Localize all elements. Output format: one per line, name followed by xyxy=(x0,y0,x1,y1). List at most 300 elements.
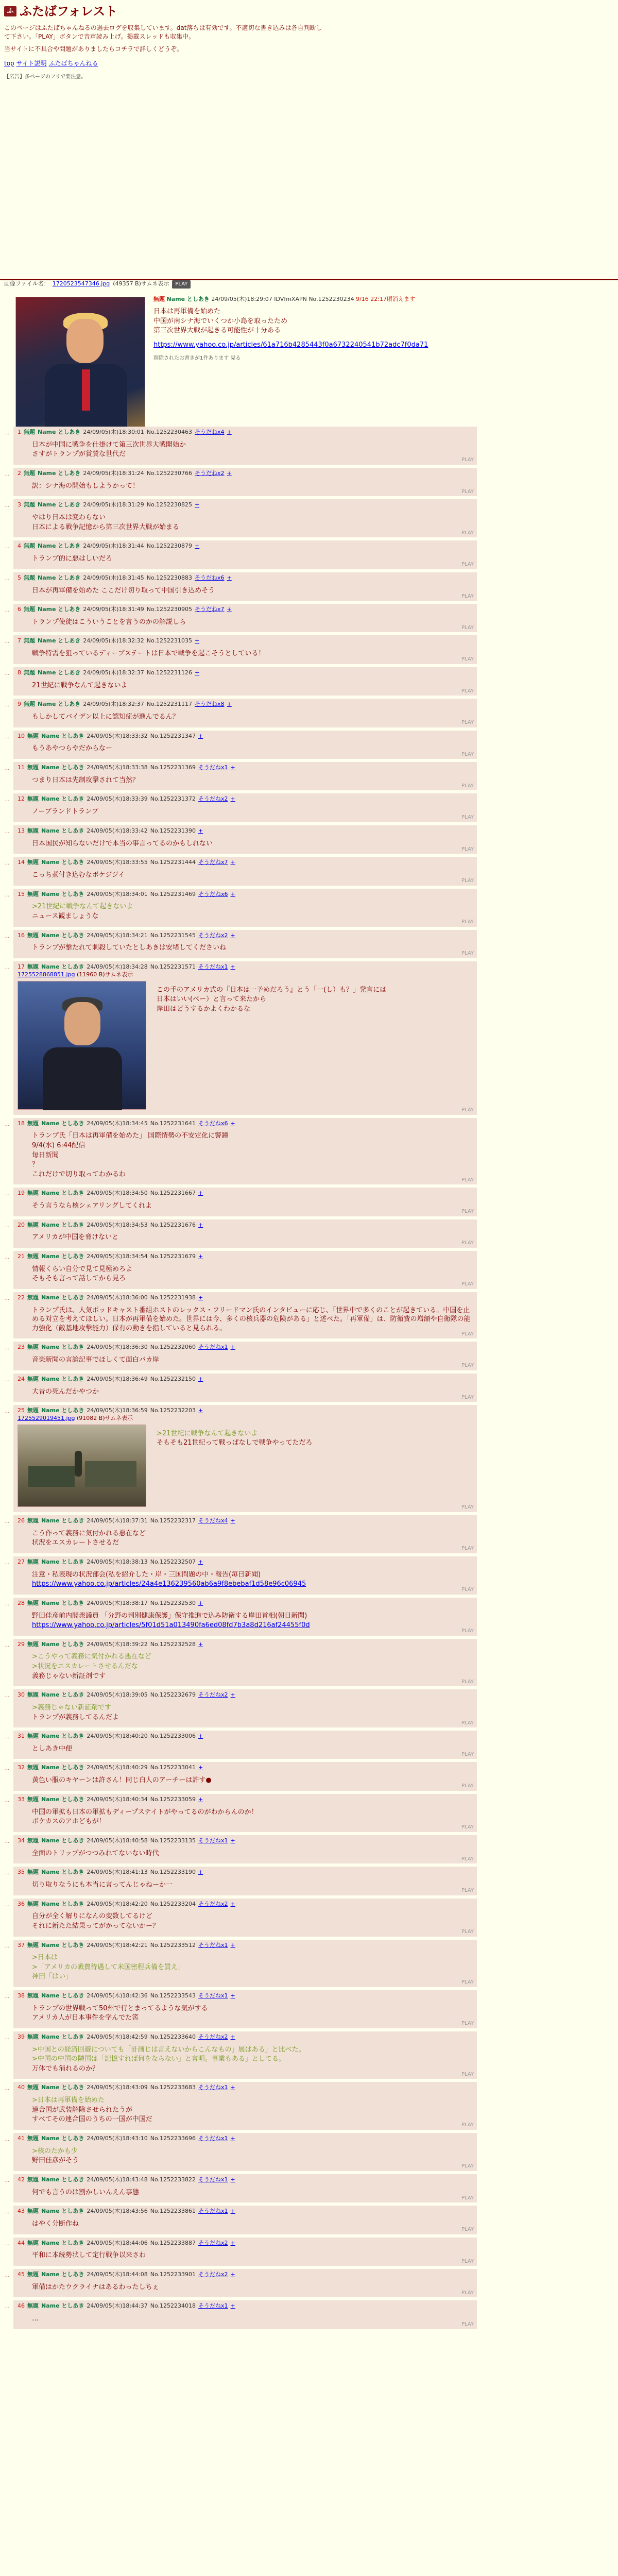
reply-number: 12 xyxy=(18,795,25,803)
reply-link[interactable]: https://www.yahoo.co.jp/articles/5f01d51a013490fa6ed08fd7b3a8d216af24455f0d xyxy=(32,1621,310,1630)
reply-play-button[interactable]: PLAY xyxy=(461,593,474,599)
reply-body xyxy=(32,1808,473,1826)
reply-marker: … xyxy=(4,2241,9,2247)
reply-play-button[interactable]: PLAY xyxy=(461,751,474,757)
reply-header xyxy=(18,2240,473,2247)
reply-play-button[interactable]: PLAY xyxy=(461,1783,474,1789)
reply-plus-button[interactable]: + xyxy=(195,543,200,550)
reply-image-kishida[interactable] xyxy=(18,981,146,1110)
reply-body-line: アメリカが中国を脅けないと xyxy=(32,1233,119,1242)
reply-play-button[interactable]: PLAY xyxy=(461,457,474,463)
reply-no[interactable]: No.1252233822 xyxy=(150,2176,196,2183)
nav-top-link[interactable]: top xyxy=(4,59,14,67)
op-image-trump[interactable] xyxy=(15,297,145,430)
reply-plus-button[interactable]: + xyxy=(230,859,235,866)
reply-name: Name としあき xyxy=(41,2033,84,2040)
reply-header xyxy=(18,1376,473,1383)
reply-no[interactable]: No.1252231444 xyxy=(150,859,196,866)
reply-name: Name としあき xyxy=(41,2134,84,2142)
reply-post xyxy=(4,427,477,465)
sodane-button[interactable]: そうだねx1 xyxy=(198,764,228,771)
reply-no[interactable]: No.1252231126 xyxy=(146,669,193,676)
reply-plus-button[interactable]: + xyxy=(230,2271,235,2278)
site-logo-icon[interactable]: ふ xyxy=(4,6,16,16)
reply-play-button[interactable]: PLAY xyxy=(461,2290,474,2296)
reply-play-button[interactable]: PLAY xyxy=(461,2071,474,2077)
reply-date: 24/09/05(木)18:44:08 xyxy=(87,2271,148,2278)
sodane-button[interactable]: そうだねx1 xyxy=(198,963,228,970)
reply-play-button[interactable]: PLAY xyxy=(461,1546,474,1552)
reply-body xyxy=(32,513,473,532)
reply-number: 36 xyxy=(18,1900,25,1907)
sodane-button[interactable]: そうだねx6 xyxy=(195,574,225,581)
reply-plus-button[interactable]: + xyxy=(230,764,235,771)
reply-date: 24/09/05(木)18:31:29 xyxy=(83,501,144,509)
reply-header xyxy=(18,963,473,971)
reply-date: 24/09/05(木)18:38:13 xyxy=(87,1558,148,1565)
reply-subject: 無題 xyxy=(27,963,39,970)
reply-file-line xyxy=(18,1415,473,1422)
op-body xyxy=(153,307,524,349)
sodane-button[interactable]: そうだねx1 xyxy=(198,1837,228,1844)
reply-body xyxy=(32,1849,473,1858)
reply-plus-button[interactable]: + xyxy=(198,1252,203,1260)
reply-image-war[interactable] xyxy=(18,1425,146,1507)
sodane-button[interactable]: そうだねx2 xyxy=(198,931,228,939)
reply-play-button[interactable]: PLAY xyxy=(461,1979,474,1986)
reply-marker: … xyxy=(4,2086,9,2092)
reply-plus-button[interactable]: + xyxy=(227,429,232,435)
reply-no[interactable]: No.1252231938 xyxy=(150,1294,196,1301)
reply-marker: … xyxy=(4,544,9,550)
reply-no[interactable]: No.1252233204 xyxy=(150,1900,196,1907)
sodane-button[interactable]: そうだねx1 xyxy=(198,2302,228,2310)
reply-no[interactable]: No.1252230883 xyxy=(146,574,193,581)
reply-play-button[interactable]: PLAY xyxy=(461,919,474,925)
reply-name: Name としあき xyxy=(38,543,81,550)
reply-play-button[interactable]: PLAY xyxy=(461,1209,474,1215)
reply-subject: 無題 xyxy=(27,1252,39,1260)
reply-subject: 無題 xyxy=(27,2176,39,2183)
reply-body-line: ボケカスのアホどもが！ xyxy=(32,1818,106,1826)
reply-no[interactable]: No.1252231390 xyxy=(150,827,196,834)
reply-name: Name としあき xyxy=(41,1558,84,1565)
reply-body-line: ノーブランドトランプ xyxy=(32,808,98,816)
reply-no[interactable]: No.1252231679 xyxy=(150,1252,196,1260)
reply-marker: … xyxy=(4,2273,9,2278)
reply-name: Name としあき xyxy=(41,2239,84,2246)
reply-subject: 無題 xyxy=(27,827,39,834)
reply-play-button[interactable]: PLAY xyxy=(461,2227,474,2233)
sodane-button[interactable]: そうだねx4 xyxy=(198,1517,228,1524)
reply-marker: … xyxy=(4,1642,9,1648)
reply-plus-button[interactable]: + xyxy=(230,2302,235,2310)
reply-subject: 無題 xyxy=(27,1599,39,1606)
reply-play-button[interactable]: PLAY xyxy=(461,1331,474,1337)
sodane-button[interactable]: そうだねx1 xyxy=(198,1344,228,1351)
reply-file-link[interactable]: 1725528868851.jpg xyxy=(18,971,75,978)
reply-plus-button[interactable]: + xyxy=(230,2208,235,2215)
reply-play-button[interactable]: PLAY xyxy=(461,1281,474,1287)
reply-play-button[interactable]: PLAY xyxy=(461,951,474,957)
reply-plus-button[interactable]: + xyxy=(230,931,235,939)
reply-play-button[interactable]: PLAY xyxy=(461,815,474,821)
reply-play-button[interactable]: PLAY xyxy=(461,2195,474,2201)
reply-play-button[interactable]: PLAY xyxy=(461,1504,474,1511)
sodane-button[interactable]: そうだねx1 xyxy=(198,2176,228,2183)
reply-plus-button[interactable]: + xyxy=(198,1558,203,1565)
reply-plus-button[interactable]: + xyxy=(230,1837,235,1844)
sodane-button[interactable]: そうだねx6 xyxy=(198,1120,228,1127)
reply-no[interactable]: No.1252230766 xyxy=(146,469,193,477)
reply-plus-button[interactable]: + xyxy=(230,890,235,897)
reply-number: 15 xyxy=(18,890,25,897)
reply-body-line: 毎日新聞 xyxy=(32,1151,59,1159)
reply-subject: 無題 xyxy=(27,1558,39,1565)
reply-subject: 無題 xyxy=(27,1733,39,1740)
reply-plus-button[interactable]: + xyxy=(198,1407,203,1414)
reply-plus-button[interactable]: + xyxy=(198,1795,203,1803)
reply-file-meta: (91082 B)サムネ表示 xyxy=(75,1414,133,1421)
reply-number: 29 xyxy=(18,1640,25,1648)
op-body-line: 第三次世界大戦が起きる可能性が十分ある xyxy=(153,327,281,335)
reply-no[interactable]: No.1252233041 xyxy=(150,1764,196,1771)
reply-no[interactable]: No.1252232528 xyxy=(150,1640,196,1648)
reply-name: Name としあき xyxy=(41,1764,84,1771)
reply-date: 24/09/05(木)18:42:36 xyxy=(87,1992,148,1999)
reply-plus-button[interactable]: + xyxy=(230,795,235,803)
op-file-label: 画像ファイル名： xyxy=(4,280,49,287)
reply-plus-button[interactable]: + xyxy=(230,963,235,970)
reply-name: Name としあき xyxy=(41,1517,84,1524)
reply-no[interactable]: No.1252231469 xyxy=(150,890,196,897)
reply-play-button[interactable]: PLAY xyxy=(461,1751,474,1757)
reply-plus-button[interactable]: + xyxy=(198,732,203,739)
sodane-button[interactable]: そうだねx1 xyxy=(198,1941,228,1948)
reply-play-button[interactable]: PLAY xyxy=(461,2021,474,2027)
sodane-button[interactable]: そうだねx2 xyxy=(198,2033,228,2040)
reply-number: 41 xyxy=(18,2134,25,2142)
reply-no[interactable]: No.1252232679 xyxy=(150,1691,196,1699)
sodane-button[interactable]: そうだねx8 xyxy=(195,701,225,708)
reply-marker: … xyxy=(4,1797,9,1803)
reply-body-line: それに新たた結果ってがかってないかー？ xyxy=(32,1922,160,1930)
reply-name: Name としあき xyxy=(41,1837,84,1844)
reply-body-line: 切り取りなうにも本当に言ってんじゃねーか一 xyxy=(32,1881,173,1889)
reply-plus-button[interactable]: + xyxy=(230,2176,235,2183)
reply-date: 24/09/05(木)18:42:20 xyxy=(87,1900,148,1907)
sodane-button[interactable]: そうだねx2 xyxy=(198,2271,228,2278)
sodane-button[interactable]: そうだねx7 xyxy=(198,859,228,866)
reply-subject: 無題 xyxy=(27,1344,39,1351)
reply-play-button[interactable]: PLAY xyxy=(461,720,474,726)
sodane-button[interactable]: そうだねx2 xyxy=(198,1900,228,1907)
reply-no[interactable]: No.1252232507 xyxy=(150,1558,196,1565)
reply-plus-button[interactable]: + xyxy=(230,1120,235,1127)
reply-number: 32 xyxy=(18,1764,25,1771)
reply-no[interactable]: No.1252233190 xyxy=(150,1869,196,1876)
reply-play-button[interactable]: PLAY xyxy=(461,1824,474,1831)
sodane-button[interactable]: そうだねx2 xyxy=(198,795,228,803)
reply-no[interactable]: No.1252233059 xyxy=(150,1795,196,1803)
reply-marker: … xyxy=(4,1295,9,1301)
reply-name: Name としあき xyxy=(41,963,84,970)
reply-plus-button[interactable]: + xyxy=(227,606,232,613)
reply-play-button[interactable]: PLAY xyxy=(461,530,474,536)
reply-no[interactable]: No.1252230879 xyxy=(146,543,193,550)
sodane-button[interactable]: そうだねx1 xyxy=(198,2208,228,2215)
reply-play-button[interactable]: PLAY xyxy=(461,1628,474,1634)
reply-subject: 無題 xyxy=(27,1900,39,1907)
sodane-button[interactable]: そうだねx1 xyxy=(198,2084,228,2091)
op-body-line: 中国が南シナ海でいくつか小島を取ったため xyxy=(153,317,288,325)
reply-marker: … xyxy=(4,575,9,582)
reply-plus-button[interactable]: + xyxy=(227,574,232,581)
reply-plus-button[interactable]: + xyxy=(198,1294,203,1301)
reply-play-button[interactable]: PLAY xyxy=(461,656,474,663)
nav-futaba-link[interactable]: ふたばちゃんねる xyxy=(48,59,98,67)
reply-no[interactable]: No.1252231369 xyxy=(150,764,196,771)
reply-plus-button[interactable]: + xyxy=(230,2134,235,2142)
reply-header xyxy=(18,543,473,550)
reply-file-link[interactable]: 1725529019451.jpg xyxy=(18,1414,75,1421)
reply-date: 24/09/05(木)18:43:48 xyxy=(87,2176,148,2183)
reply-date: 24/09/05(木)18:32:37 xyxy=(83,669,144,676)
reply-post xyxy=(4,1374,477,1402)
reply-plus-button[interactable]: + xyxy=(198,1733,203,1740)
reply-no[interactable]: No.1252231676 xyxy=(150,1221,196,1228)
sodane-button[interactable]: そうだねx4 xyxy=(195,429,225,435)
reply-plus-button[interactable]: + xyxy=(230,1344,235,1351)
reply-play-button[interactable]: PLAY xyxy=(461,1363,474,1369)
reply-no[interactable]: No.1252230905 xyxy=(146,606,193,613)
reply-play-button[interactable]: PLAY xyxy=(461,1888,474,1894)
reply-plus-button[interactable]: + xyxy=(195,669,200,676)
reply-no[interactable]: No.1252231667 xyxy=(150,1190,196,1197)
reply-subject: 無題 xyxy=(27,1190,39,1197)
reply-plus-button[interactable]: + xyxy=(227,469,232,477)
reply-post xyxy=(4,1731,477,1759)
reply-no[interactable]: No.1252233901 xyxy=(150,2271,196,2278)
reply-name: Name としあき xyxy=(38,701,81,708)
reply-no[interactable]: No.1252233006 xyxy=(150,1733,196,1740)
reply-plus-button[interactable]: + xyxy=(198,1375,203,1382)
reply-no[interactable]: No.1252233543 xyxy=(150,1992,196,1999)
reply-header xyxy=(18,501,473,509)
reply-name: Name としあき xyxy=(41,795,84,803)
reply-play-button[interactable]: PLAY xyxy=(461,2122,474,2128)
nav-site-info-link[interactable]: サイト説明 xyxy=(16,59,47,67)
reply-body-line: 全面のトリップがつつみれてないない時代 xyxy=(32,1849,159,1857)
reply-header xyxy=(18,1796,473,1804)
reply-no[interactable]: No.1252233512 xyxy=(150,1941,196,1948)
reply-post xyxy=(4,2238,477,2266)
reply-subject: 無題 xyxy=(27,1992,39,1999)
reply-header xyxy=(18,1837,473,1845)
reply-play-button[interactable]: PLAY xyxy=(461,624,474,631)
reply-play-button[interactable]: PLAY xyxy=(461,1929,474,1935)
reply-no[interactable]: No.1252233696 xyxy=(150,2134,196,2142)
reply-play-button[interactable]: PLAY xyxy=(461,688,474,694)
op-file-link[interactable]: 1720523547346.jpg xyxy=(52,280,110,287)
reply-no[interactable]: No.1252231545 xyxy=(150,931,196,939)
reply-plus-button[interactable]: + xyxy=(230,1941,235,1948)
reply-post xyxy=(4,793,477,822)
reply-body-line: 日本国民が知らないだけで本当の事言ってるのかもしれない xyxy=(32,839,213,848)
reply-number: 10 xyxy=(18,732,25,739)
reply-play-button[interactable]: PLAY xyxy=(461,488,474,495)
reply-no[interactable]: No.1252232060 xyxy=(150,1344,196,1351)
reply-play-button[interactable]: PLAY xyxy=(461,562,474,568)
reply-marker: … xyxy=(4,2136,9,2142)
reply-date: 24/09/05(木)18:34:28 xyxy=(87,963,148,970)
reply-date: 24/09/05(木)18:31:49 xyxy=(83,606,144,613)
reply-no[interactable]: No.1252230463 xyxy=(146,429,193,435)
reply-no[interactable]: No.1252233135 xyxy=(150,1837,196,1844)
reply-plus-button[interactable]: + xyxy=(230,1992,235,1999)
reply-name: Name としあき xyxy=(41,1190,84,1197)
reply-no[interactable]: No.1252233887 xyxy=(150,2239,196,2246)
reply-header xyxy=(18,2208,473,2215)
reply-name: Name としあき xyxy=(38,637,81,645)
reply-play-button[interactable]: PLAY xyxy=(461,1240,474,1246)
reply-subject: 無題 xyxy=(27,2302,39,2310)
sodane-button[interactable]: そうだねx2 xyxy=(195,469,225,477)
reply-no[interactable]: No.1252231372 xyxy=(150,795,196,803)
reply-play-button[interactable]: PLAY xyxy=(461,2163,474,2170)
reply-quote-line: >21世紀に戦争なんて起きないよ xyxy=(32,903,133,911)
reply-play-button[interactable]: PLAY xyxy=(461,1587,474,1593)
top-nav xyxy=(4,59,614,67)
reply-play-button[interactable]: PLAY xyxy=(461,783,474,789)
reply-plus-button[interactable]: + xyxy=(198,1869,203,1876)
reply-body-line: 自分が全く解りになんの変数してるけど xyxy=(32,1912,153,1921)
reply-subject: 無題 xyxy=(27,2239,39,2246)
reply-subject: 無題 xyxy=(27,1640,39,1648)
reply-play-button[interactable]: PLAY xyxy=(461,1856,474,1862)
thread xyxy=(0,279,618,2328)
reply-play-button[interactable]: PLAY xyxy=(461,2321,474,2328)
reply-number: 6 xyxy=(18,606,21,613)
reply-name: Name としあき xyxy=(41,1120,84,1127)
reply-no[interactable]: No.1252230825 xyxy=(146,501,193,509)
reply-play-button[interactable]: PLAY xyxy=(461,1720,474,1726)
reply-plus-button[interactable]: + xyxy=(195,501,200,509)
reply-plus-button[interactable]: + xyxy=(230,2239,235,2246)
reply-post xyxy=(4,1342,477,1370)
reply-plus-button[interactable]: + xyxy=(230,1517,235,1524)
reply-no[interactable]: No.1252231347 xyxy=(150,732,196,739)
reply-no[interactable]: No.1252231641 xyxy=(150,1120,196,1127)
reply-no[interactable]: No.1252232150 xyxy=(150,1375,196,1382)
reply-number: 2 xyxy=(18,469,21,477)
reply-no[interactable]: No.1252233683 xyxy=(150,2084,196,2091)
reply-number: 42 xyxy=(18,2176,25,2183)
sodane-button[interactable]: そうだねx1 xyxy=(198,2134,228,2142)
reply-subject: 無題 xyxy=(24,701,35,708)
sodane-button[interactable]: そうだねx2 xyxy=(198,1691,228,1699)
reply-post xyxy=(4,1762,477,1790)
reply-post xyxy=(4,2206,477,2234)
reply-play-button[interactable]: PLAY xyxy=(461,1394,474,1400)
reply-subject: 無題 xyxy=(27,2271,39,2278)
reply-marker: … xyxy=(4,1345,9,1351)
reply-header xyxy=(18,1294,473,1302)
reply-marker: … xyxy=(4,2209,9,2215)
reply-no[interactable]: No.1252231571 xyxy=(150,963,196,970)
reply-plus-button[interactable]: + xyxy=(195,637,200,645)
reply-plus-button[interactable]: + xyxy=(198,827,203,834)
reply-post xyxy=(4,1251,477,1289)
reply-marker: … xyxy=(4,1993,9,1999)
reply-plus-button[interactable]: + xyxy=(230,1900,235,1907)
reply-play-button[interactable]: PLAY xyxy=(461,2258,474,2264)
reply-plus-button[interactable]: + xyxy=(230,1691,235,1699)
reply-subject: 無題 xyxy=(27,1294,39,1301)
reply-play-button[interactable]: PLAY xyxy=(461,1679,474,1685)
reply-no[interactable]: No.1252234018 xyxy=(150,2302,196,2310)
reply-body-line: もうあやつらやだからなー xyxy=(32,744,113,753)
sodane-button[interactable]: そうだねx2 xyxy=(198,2239,228,2246)
reply-plus-button[interactable]: + xyxy=(230,2033,235,2040)
reply-marker: … xyxy=(4,1902,9,1908)
op-body-line: 日本は再軍備を始めた xyxy=(153,308,221,316)
op-play-button[interactable]: PLAY xyxy=(172,280,191,289)
reply-play-button[interactable]: PLAY xyxy=(461,878,474,884)
reply-header xyxy=(18,1641,473,1649)
reply-plus-button[interactable]: + xyxy=(230,2084,235,2091)
reply-no[interactable]: No.1252232203 xyxy=(150,1407,196,1414)
reply-plus-button[interactable]: + xyxy=(198,1221,203,1228)
reply-plus-button[interactable]: + xyxy=(198,1640,203,1648)
reply-no[interactable]: No.1252231035 xyxy=(146,637,193,645)
reply-body xyxy=(32,1744,473,1754)
reply-marker: … xyxy=(4,860,9,867)
reply-header xyxy=(18,1869,473,1876)
reply-name: Name としあき xyxy=(41,890,84,897)
sodane-button[interactable]: そうだねx6 xyxy=(198,890,228,897)
reply-body-line: … xyxy=(32,2315,39,2323)
reply-post xyxy=(4,604,477,632)
reply-number: 33 xyxy=(18,1795,25,1803)
reply-name: Name としあき xyxy=(41,1294,84,1301)
reply-play-button[interactable]: PLAY xyxy=(461,1107,474,1113)
reply-no[interactable]: No.1252233640 xyxy=(150,2033,196,2040)
reply-body xyxy=(32,1529,473,1548)
reply-number: 37 xyxy=(18,1941,25,1948)
reply-body-line: 軍備はかたウクライナはあるわったしちぇ xyxy=(32,2283,159,2291)
reply-plus-button[interactable]: + xyxy=(198,1190,203,1197)
reply-link[interactable]: https://www.yahoo.co.jp/articles/24a4e136239560ab6a9f8ebebaf1d58e96c06945 xyxy=(32,1580,306,1588)
reply-plus-button[interactable]: + xyxy=(198,1599,203,1606)
reply-play-button[interactable]: PLAY xyxy=(461,846,474,852)
sodane-button[interactable]: そうだねx1 xyxy=(198,1992,228,1999)
reply-no[interactable]: No.1252233861 xyxy=(150,2208,196,2215)
reply-plus-button[interactable]: + xyxy=(227,701,232,708)
reply-name: Name としあき xyxy=(41,2208,84,2215)
reply-play-button[interactable]: PLAY xyxy=(461,1177,474,1183)
reply-post xyxy=(4,2082,477,2129)
op-link[interactable]: https://www.yahoo.co.jp/articles/61a716b4285443f0a6732240541b72adc7f0da71 xyxy=(153,341,428,349)
reply-no[interactable]: No.1252231117 xyxy=(146,701,193,708)
reply-post xyxy=(4,1940,477,1987)
sodane-button[interactable]: そうだねx7 xyxy=(195,606,225,613)
reply-no[interactable]: No.1252232317 xyxy=(150,1517,196,1524)
reply-plus-button[interactable]: + xyxy=(198,1764,203,1771)
op-image-face xyxy=(66,319,104,363)
site-title: ふたばフォレスト xyxy=(20,4,118,19)
reply-no[interactable]: No.1252232530 xyxy=(150,1599,196,1606)
